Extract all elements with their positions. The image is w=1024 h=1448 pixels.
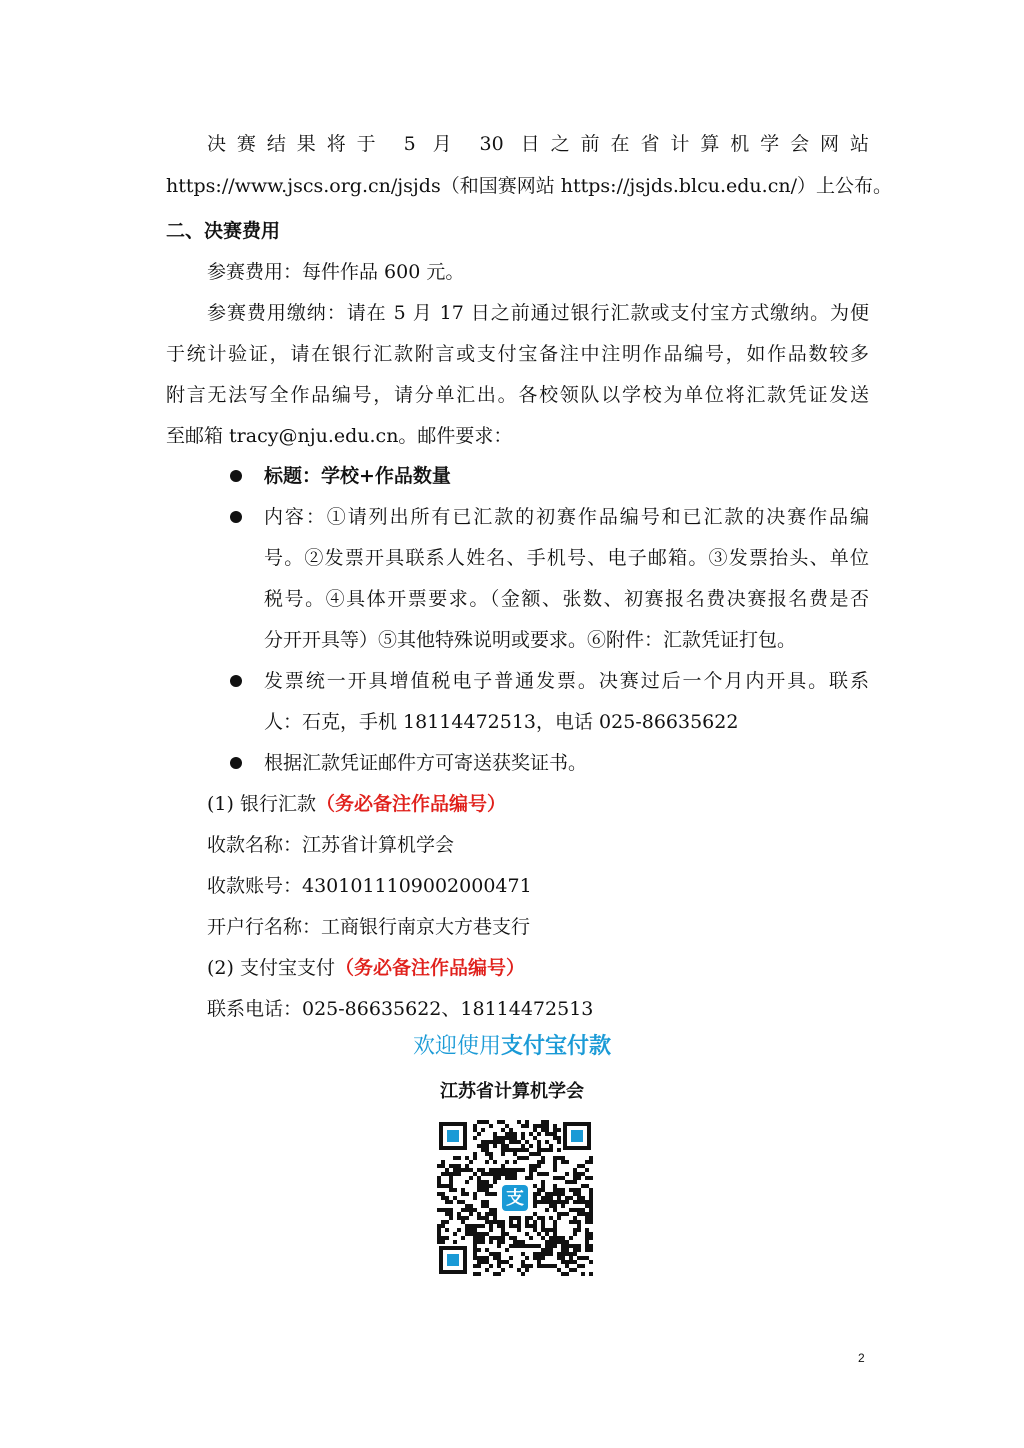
- alipay-brand: 支付宝付款: [501, 1034, 612, 1059]
- bullet-email-content-line: 号。②发票开具联系人姓名、手机号、电子邮箱。③发票抬头、单位: [264, 547, 869, 569]
- bullet-invoice-line: 发票统一开具增值税电子普通发票。决赛过后一个月内开具。联系: [264, 670, 869, 692]
- bank-transfer-label: (1) 银行汇款: [207, 793, 316, 815]
- alipay-welcome-banner: [0, 1029, 1024, 1060]
- bullet-dot: [230, 675, 242, 687]
- alipay-welcome-prefix: 欢迎使用: [412, 1034, 501, 1059]
- bank-branch: 开户行名称：工商银行南京大方巷支行: [207, 916, 531, 938]
- fee-amount: 参赛费用：每件作品 600 元。: [207, 261, 465, 283]
- payment-paragraph-line: 参赛费用缴纳：请在 5 月 17 日之前通过银行汇款或支付宝方式缴纳。为便: [207, 302, 869, 324]
- bullet-email-content-line: 税号。④具体开票要求。（金额、张数、初赛报名费决赛报名费是否: [264, 588, 869, 610]
- bank-payee: 收款名称：江苏省计算机学会: [207, 834, 455, 856]
- bullet-email-content-line: 分开开具等）⑤其他特殊说明或要求。⑥附件：汇款凭证打包。: [264, 629, 797, 651]
- alipay-note: （务必备注作品编号）: [334, 957, 525, 979]
- bullet-email-subject: 标题：学校+作品数量: [264, 465, 451, 487]
- results-announcement-line-2: https://www.jscs.org.cn/jsjds（和国赛网站 https://jsjds.blcu.edu.cn/）上公布。: [166, 175, 892, 197]
- bank-account: 收款账号：4301011109002000471: [207, 875, 532, 897]
- bullet-certificate: 根据汇款凭证邮件方可寄送获奖证书。: [264, 752, 588, 774]
- alipay-qr-code[interactable]: [437, 1120, 593, 1276]
- page-number: 2: [858, 1351, 865, 1365]
- qr-finder-top-right: [563, 1122, 591, 1150]
- alipay-label: (2) 支付宝支付: [207, 957, 335, 979]
- contact-phone: 联系电话：025-86635622、18114472513: [207, 998, 594, 1020]
- qr-finder-top-left: [439, 1122, 467, 1150]
- bullet-dot: [230, 511, 242, 523]
- bullet-invoice-line: 人：石克，手机 18114472513，电话 025-86635622: [264, 711, 739, 733]
- bullet-email-content-line: 内容：①请列出所有已汇款的初赛作品编号和已汇款的决赛作品编: [264, 506, 869, 528]
- payment-paragraph-line: 至邮箱 tracy@nju.edu.cn。邮件要求：: [166, 425, 513, 447]
- bullet-dot: [230, 757, 242, 769]
- payment-paragraph-line: 于统计验证，请在银行汇款附言或支付宝备注中注明作品编号，如作品数较多: [166, 343, 869, 365]
- bullet-dot: [230, 470, 242, 482]
- results-announcement-line-1: 决赛结果将于 5 月 30 日之前在省计算机学会网站: [207, 133, 869, 155]
- payment-paragraph-line: 附言无法写全作品编号，请分单汇出。各校领队以学校为单位将汇款凭证发送: [166, 384, 869, 406]
- bank-transfer-heading: [207, 792, 506, 816]
- alipay-heading: [207, 956, 525, 980]
- bank-transfer-note: （务必备注作品编号）: [315, 793, 506, 815]
- alipay-logo-icon: [499, 1182, 531, 1214]
- qr-finder-bottom-left: [439, 1246, 467, 1274]
- alipay-org-name: 江苏省计算机学会: [440, 1081, 584, 1102]
- qr-code-graphic: [437, 1120, 593, 1276]
- section-heading-fees: 二、决赛费用: [166, 220, 281, 242]
- alipay-logo-glyph: 支: [506, 1188, 524, 1209]
